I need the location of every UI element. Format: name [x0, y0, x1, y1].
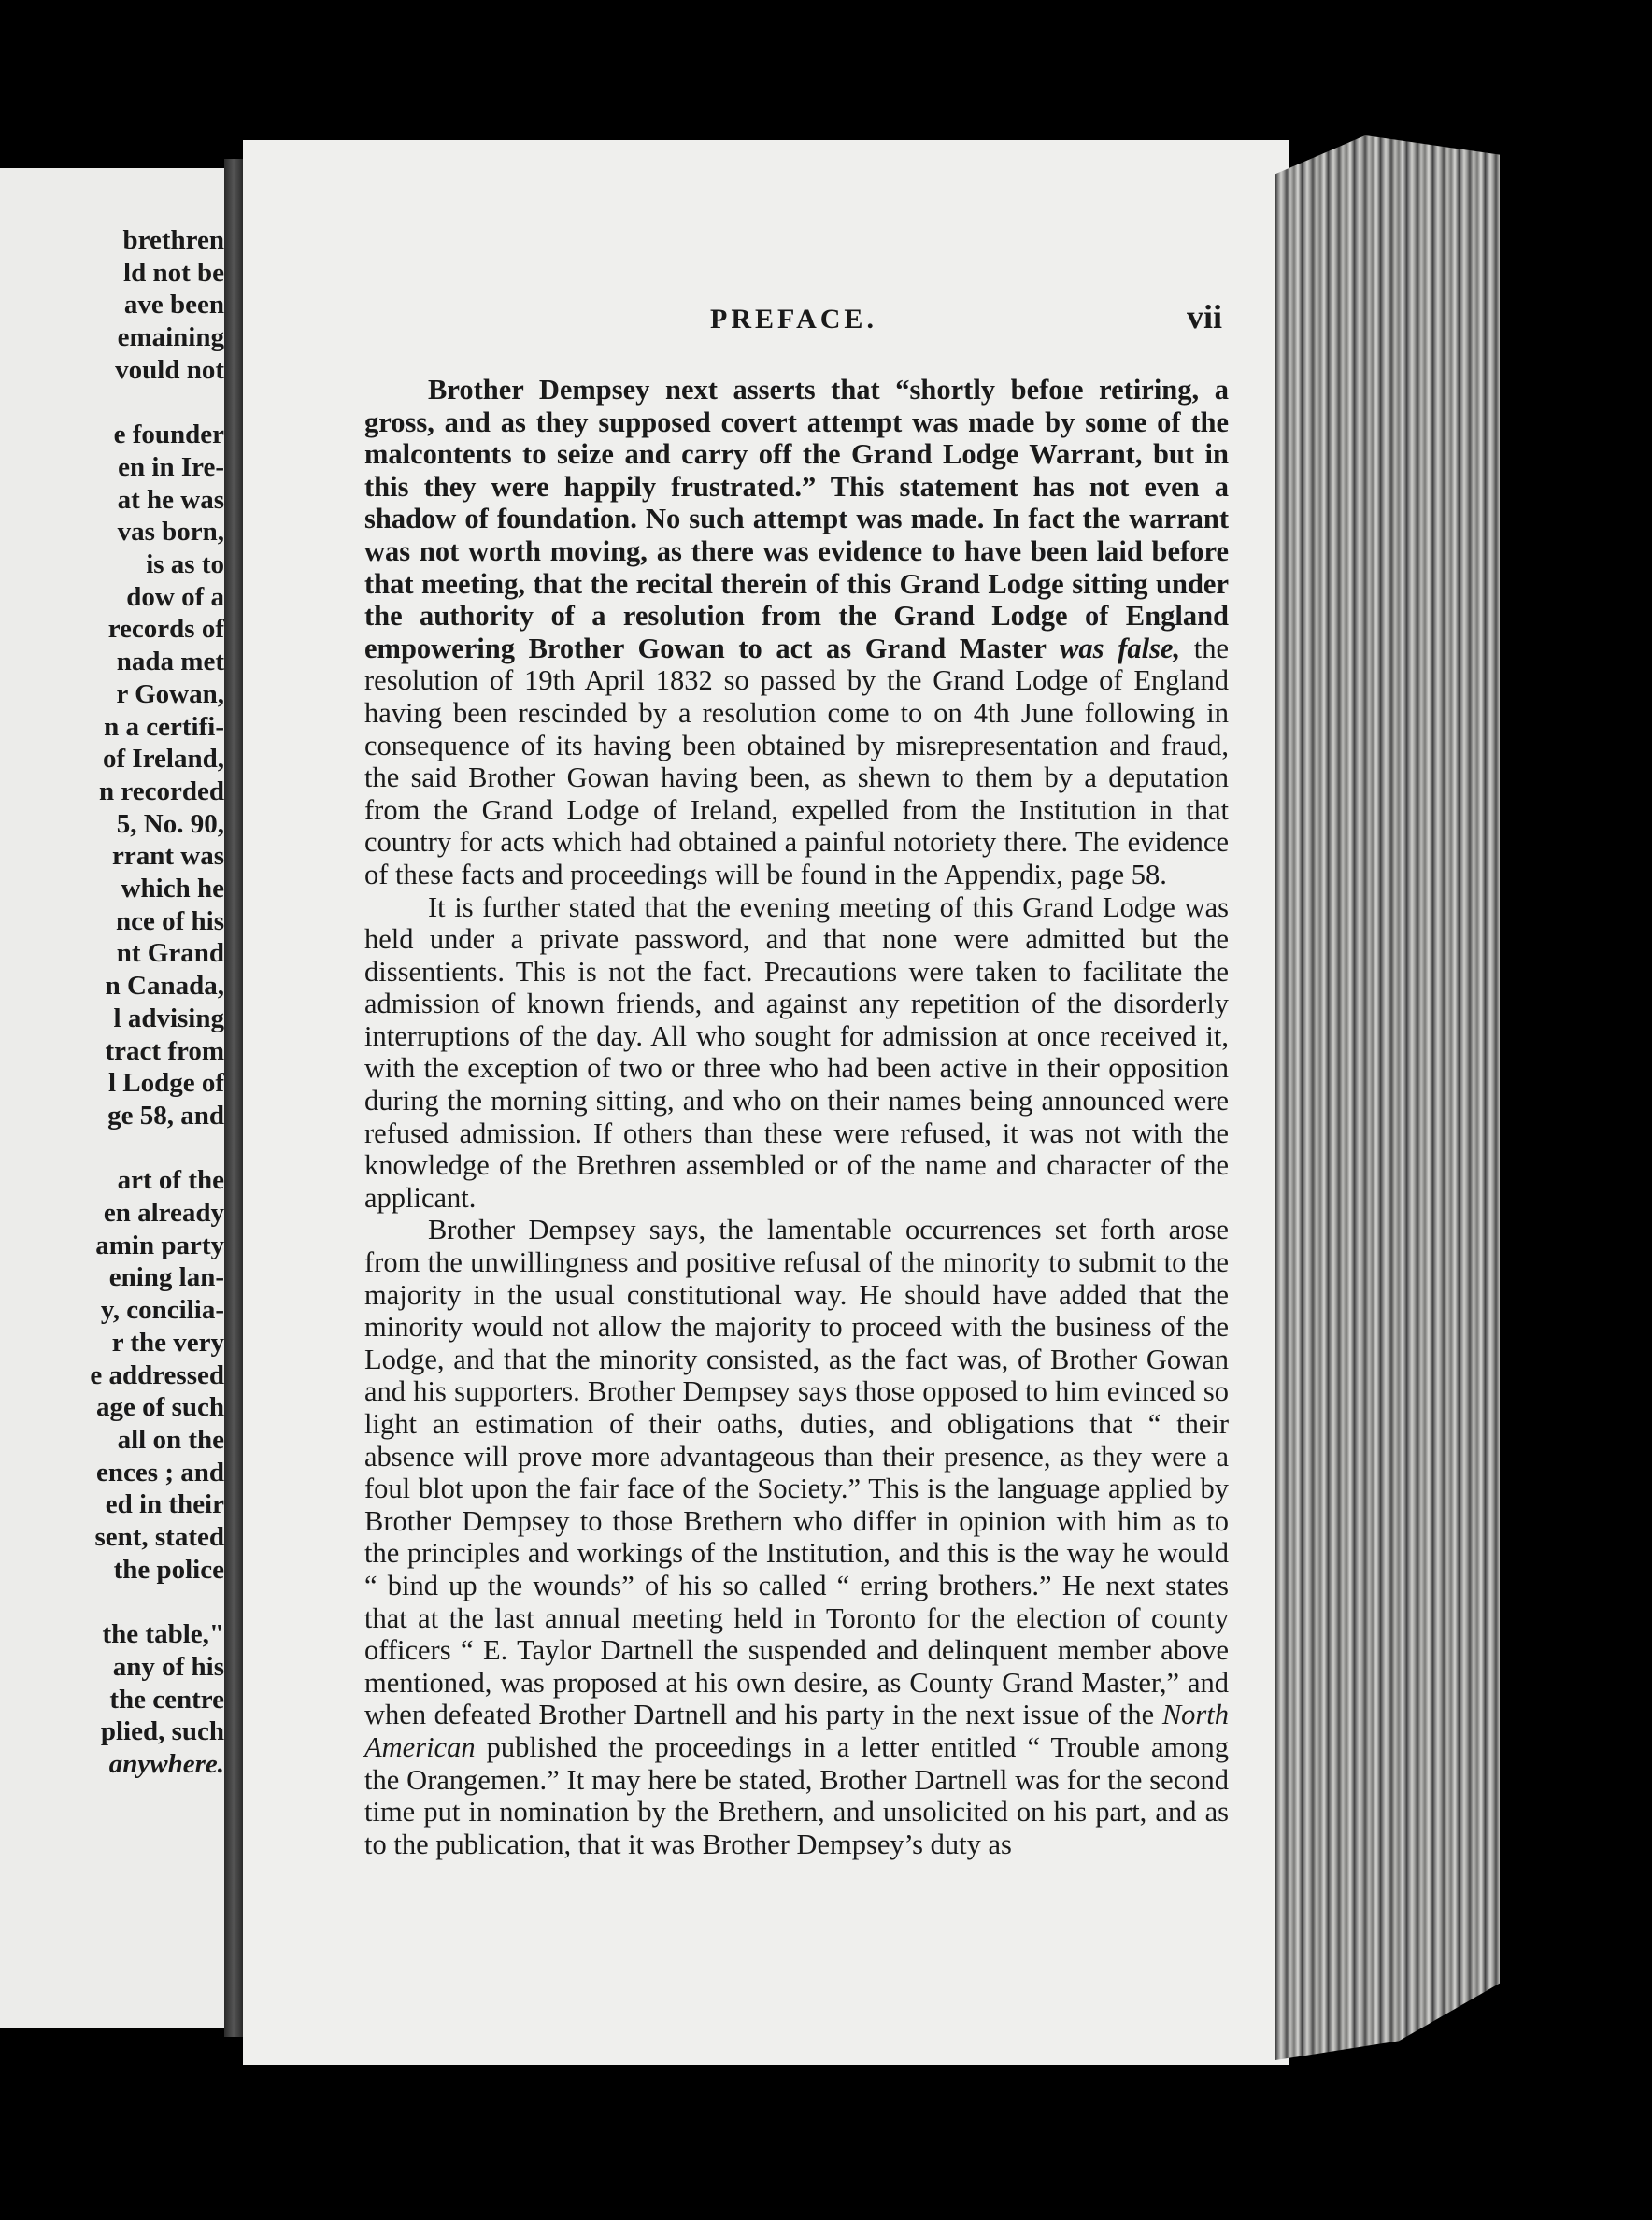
left-page-line: plied, such — [100, 1716, 224, 1747]
page-number: vii — [1187, 298, 1223, 335]
left-page-line: art of the — [117, 1165, 224, 1196]
left-page-line: ed in their — [105, 1489, 224, 1520]
paragraph-1-lead: Brother Dempsey next asserts that “shortly befoıe retiring, a gross, and as they supposed covert attempt was made by some of the malcontents to seize and carry off the Grand Lodge Warrant, but in this they were happily frustrated.” This statement has not even a shadow of foundation. No such attempt was made. In fact the warrant was not worth moving, as there was evidence to have been laid before that meeting, that the recital therein of this Grand Lodge sitting under the authority of a resolution from the Grand Lodge of England empowering Brother Gowan to act as Grand Master — [364, 374, 1229, 664]
left-page-line: the police — [113, 1554, 224, 1585]
left-page-line: nce of his — [116, 905, 224, 936]
left-page-line: ening lan- — [108, 1262, 224, 1293]
left-page-line: n recorded — [99, 776, 224, 806]
left-page-line: l advising — [113, 1003, 224, 1033]
paragraph-3 — [364, 1214, 1229, 1860]
left-page-line: brethren — [122, 225, 224, 255]
left-page-line: vas born, — [117, 517, 224, 548]
left-page-line: ge 58, and — [107, 1100, 224, 1131]
left-page-line: any of his — [112, 1651, 224, 1682]
left-page-line: en in Ire- — [118, 451, 224, 482]
left-page-line: amin party — [95, 1230, 224, 1260]
book-gutter — [224, 159, 243, 2037]
page-edges — [1275, 135, 1500, 2060]
left-page-line: l Lodge of — [107, 1068, 224, 1099]
left-page-line: vould not — [115, 354, 224, 385]
body-text — [364, 374, 1229, 1860]
left-page-line: at he was — [117, 484, 224, 515]
left-page-line: r the very — [111, 1327, 224, 1358]
paragraph-1-rest: the resolution of 19th April 1832 so passed by the Grand Lodge of England having been rescinded by a resolution come to on 4th June following in consequence of its having been obtained by misrepresentation and fraud, the said Brother Gowan having been, as shewn to them by a deputation from the Grand Lodge of Ireland, expelled from the Institution in that country for acts which had obtained a painful notoriety there. The evidence of these facts and proceedings will be found in the Appendix, page 58. — [364, 632, 1230, 890]
left-page-line: the centre — [109, 1684, 224, 1715]
left-page-line: n Canada, — [105, 971, 224, 1002]
left-page-line: emaining — [117, 322, 224, 353]
left-page-line: dow of a — [126, 581, 224, 612]
left-page-line: age of such — [96, 1392, 224, 1423]
left-page-line: en already — [103, 1198, 224, 1228]
left-page-line: nada met — [116, 647, 224, 677]
left-page-line: sent, stated — [94, 1522, 224, 1552]
left-page-line: e addressed — [90, 1359, 224, 1390]
left-page-line: e founder — [113, 420, 224, 450]
paragraph-2-text: It is further stated that the evening meeting of this Grand Lodge was held under a private password, and that none were admitted but the dissentients. This is not the fact. Precautions were taken to facilitate the admission of known friends, and against any repetition of the disorderly interruptions of the day. All who sought for admission at once received it, with the exception of two or three who had been active in their opposition during the morning sitting, and who on their names being announced were refused admission. If others than these were refused, it was not with the knowledge of the Brethren assembled or of the name and character of the applicant. — [364, 890, 1229, 1214]
left-page-line: r Gowan, — [116, 678, 224, 709]
running-header: PREFACE. — [710, 304, 877, 334]
left-facing-page — [0, 168, 224, 2028]
left-page-line: tract from — [105, 1035, 224, 1066]
left-page-line: which he — [121, 874, 224, 904]
left-page-line: ences ; and — [96, 1457, 224, 1487]
paragraph-3-rest: published the proceedings in a letter entitled “ Trouble among the Orangemen.” It may here be stated, Brother Dartnell was for the second time put in nomination by the Brethern, and unsolicited on his part, and as to the publication, that it was Brother Dempsey’s duty as — [364, 1730, 1229, 1860]
left-page-line: all on the — [117, 1424, 224, 1455]
paragraph-3-italic: North American — [364, 1699, 1229, 1763]
left-page-line: nt Grand — [116, 938, 224, 969]
left-page-line: ld not be — [123, 257, 224, 288]
left-page-line: records of — [107, 614, 224, 645]
left-page-line: y, concilia- — [100, 1295, 224, 1326]
left-page-line: anywhere. — [108, 1748, 224, 1779]
paragraph-2 — [364, 891, 1229, 1215]
left-page-line: n a certifi- — [104, 711, 224, 742]
paragraph-1-italic: was false, — [1060, 632, 1181, 664]
left-page-line: rrant was — [111, 841, 224, 872]
left-page-line: the table," — [102, 1619, 224, 1650]
paragraph-3-lead: Brother Dempsey says, the lamentable occurrences set forth arose from the unwillingness and positive refusal of the minority to submit to the majority in the usual constitutional way. He should have added that the minority would not allow the majority to proceed with the business of the Lodge, and that the minority consisted, as the fact was, of Brother Gowan and his supporters. Brother Dempsey says those opposed to him evinced so light an estimation of their oaths, duties, and obligations that “ their absence will prove more advantageous than their presence, as they were a foul blot upon the fair face of the Society.” This is the language applied by Brother Dempsey to those Brethern who differ in opinion with him as to the principles and workings of the Institution, and this is the way he would “ bind up the wounds” of his so called “ erring brothers.” He next states that at the last annual meeting held in Toronto for the election of county officers “ E. Taylor Dartnell the suspended and delinquent member above mentioned, was proposed at his own desire, as County Grand Master,” and when defeated Brother Dartnell and his party in the next issue of the — [364, 1214, 1229, 1731]
left-page-line: of Ireland, — [103, 744, 224, 775]
left-page-line: is as to — [146, 549, 224, 579]
left-page-line: ave been — [123, 290, 224, 320]
left-page-line: 5, No. 90, — [116, 808, 224, 839]
paragraph-1 — [364, 374, 1229, 891]
